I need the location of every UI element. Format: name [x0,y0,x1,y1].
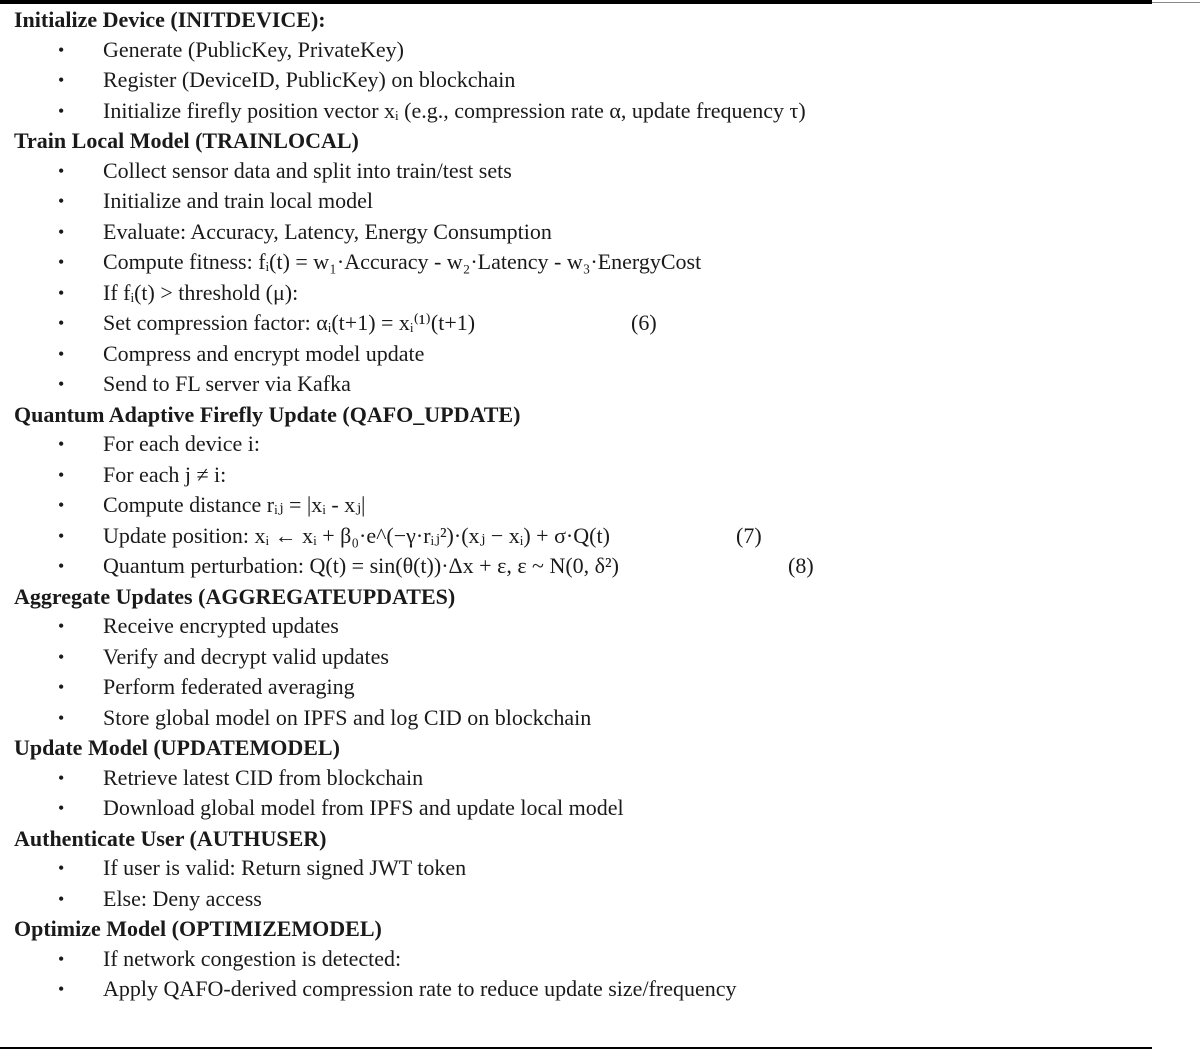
bullet-icon: • [58,434,65,454]
list-item [14,793,1184,824]
bullet-icon: • [58,70,65,90]
bullet-icon: • [58,374,65,394]
section-heading: Quantum Adaptive Firefly Update (QAFO_UPDATE) [14,401,521,427]
list-item [14,156,1184,187]
list-item [14,763,1184,794]
bullet-icon: • [58,556,65,576]
list-item [14,551,1184,582]
equation-number: (7) [736,522,762,548]
list-item-text: Retrieve latest CID from blockchain [103,764,424,790]
list-item [14,369,1184,400]
top-border-rule [0,0,1152,4]
bullet-icon: • [58,100,65,121]
list-item [14,278,1184,309]
bullet-icon: • [58,707,65,728]
list-item [14,490,1184,521]
list-item-text: Generate (PublicKey, PrivateKey) [103,36,404,62]
bullet-icon: • [58,464,65,485]
list-item-text: Else: Deny access [103,885,262,911]
list-item [14,884,1184,915]
bullet-icon: • [58,39,65,60]
list-item-text: Collect sensor data and split into train/test sets [103,157,512,183]
bullet-icon: • [58,767,65,788]
list-item-text: Receive encrypted updates [103,613,339,638]
list-item [14,35,1184,66]
list-item-text: Send to FL server via Kafka [103,371,351,396]
list-item [14,339,1184,370]
list-item [14,642,1184,673]
list-item [14,853,1184,884]
list-item [14,460,1184,491]
list-item [14,65,1184,96]
bullet-icon: • [58,616,65,636]
bullet-icon: • [58,252,65,272]
list-item-text: Set compression factor: αᵢ(t+1) = xᵢ⁽¹⁾(t+1) [103,310,476,335]
bullet-icon: • [58,191,65,211]
equation-number: (6) [631,310,657,335]
list-item [14,96,1184,127]
list-item [14,429,1184,460]
bullet-icon: • [58,948,65,969]
list-item [14,217,1184,248]
bullet-icon: • [58,677,65,697]
list-item [14,703,1184,734]
bullet-icon: • [58,979,65,999]
bullet-icon: • [58,798,65,818]
list-item [14,974,1184,1005]
list-item-text: If fᵢ(t) > threshold (μ): [103,279,299,305]
list-item-text: If network congestion is detected: [103,945,402,971]
section-heading: Train Local Model (TRAINLOCAL) [14,128,359,153]
list-item [14,611,1184,642]
bullet-icon: • [58,343,65,364]
bullet-icon: • [58,525,65,546]
list-item-text: For each j ≠ i: [103,461,227,487]
list-item-text: Perform federated averaging [103,674,355,699]
list-item-text: Download global model from IPFS and update local model [103,795,624,820]
algorithm-body [14,5,1184,1005]
list-item-text: Evaluate: Accuracy, Latency, Energy Consumption [103,218,552,244]
section-heading: Optimize Model (OPTIMIZEMODEL) [14,916,382,941]
list-item-text: For each device i: [103,431,260,456]
bullet-icon: • [58,313,65,333]
list-item-text: Register (DeviceID, PublicKey) on blockchain [103,67,516,92]
list-item-text: Quantum perturbation: Q(t) = sin(θ(t))·Δx + ε, ε ~ N(0, δ²) [103,553,619,578]
top-border-rule-extension [1152,2,1200,3]
list-item-text: Apply QAFO-derived compression rate to reduce update size/frequency [103,976,737,1001]
bottom-border-rule [0,1047,1152,1049]
list-item-text: Compute distance rᵢⱼ = |xᵢ - xⱼ| [103,492,366,517]
list-item-text: If user is valid: Return signed JWT token [103,855,467,880]
list-item [14,944,1184,975]
list-item-text: Compute fitness: fᵢ(t) = w₁·Accuracy - w₂·Latency - w₃·EnergyCost [103,249,702,274]
list-item [14,186,1184,217]
bullet-icon: • [58,221,65,242]
list-item [14,308,1184,339]
bullet-icon: • [58,888,65,909]
list-item [14,247,1184,278]
bullet-icon: • [58,858,65,878]
bullet-icon: • [58,495,65,515]
bullet-icon: • [58,282,65,303]
list-item-text: Store global model on IPFS and log CID on blockchain [103,704,592,730]
list-item-text: Initialize firefly position vector xᵢ (e.g., compression rate α, update frequency τ) [103,97,806,123]
list-item-text: Update position: xᵢ ← xᵢ + β₀·e^(−γ·rᵢⱼ²)·(xⱼ − xᵢ) + σ·Q(t) [103,522,610,548]
section-heading: Authenticate User (AUTHUSER) [14,825,327,851]
bullet-icon: • [58,646,65,667]
list-item [14,672,1184,703]
bullet-icon: • [58,160,65,181]
equation-number: (8) [788,553,814,578]
list-item-text: Compress and encrypt model update [103,340,425,366]
section-heading: Initialize Device (INITDEVICE): [14,7,326,32]
list-item [14,521,1184,552]
section-heading: Update Model (UPDATEMODEL) [14,735,340,760]
list-item-text: Initialize and train local model [103,188,374,213]
list-item-text: Verify and decrypt valid updates [103,643,389,669]
section-heading: Aggregate Updates (AGGREGATEUPDATES) [14,583,456,609]
